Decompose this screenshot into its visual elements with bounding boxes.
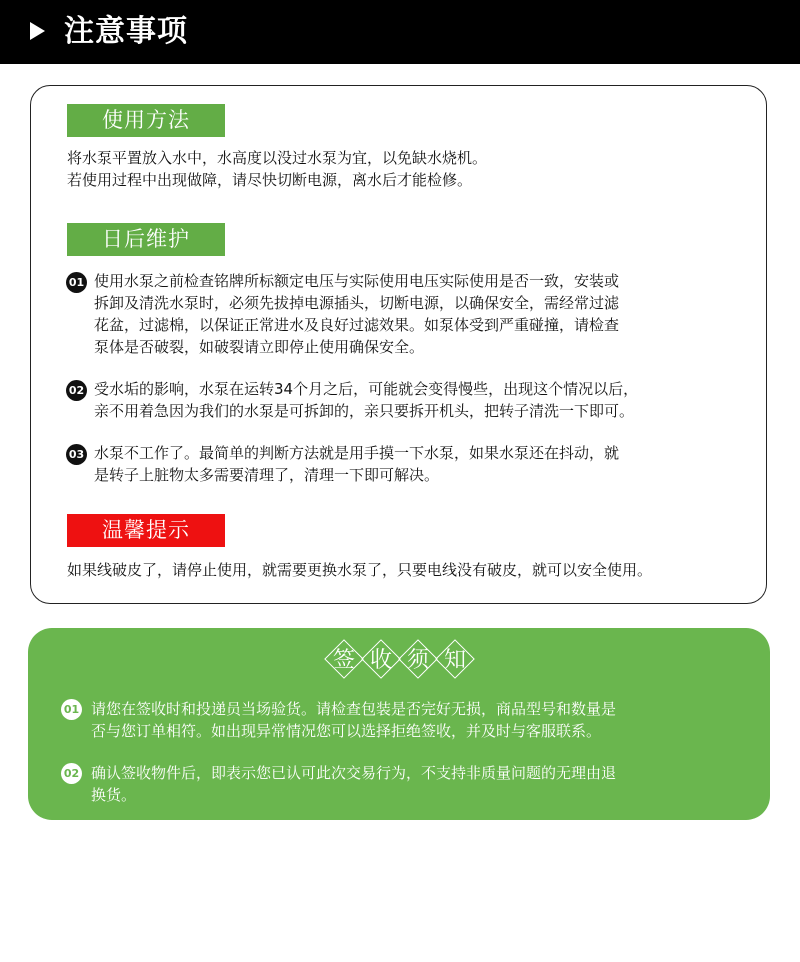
- number-badge: 01: [61, 699, 82, 720]
- receipt-title-char: 签: [332, 648, 355, 673]
- receipt-title: [321, 638, 481, 686]
- maintenance-item-text: [94, 442, 619, 486]
- text-line: 换货。: [91, 786, 137, 804]
- receipt-notice-panel: [28, 628, 770, 820]
- receipt-title-char: 知: [443, 648, 466, 673]
- text-line: 否与您订单相符。如出现异常情况您可以选择拒绝签收，并及时与客服联系。: [91, 722, 602, 740]
- usage-header: 使用方法: [67, 104, 225, 137]
- maintenance-item-text: [94, 378, 638, 422]
- tips-text: [67, 559, 767, 581]
- text-line: 花盆，过滤棉，以保证正常进水及良好过滤效果。如泵体受到严重碰撞，请检查: [94, 316, 620, 334]
- text-line: 使用水泵之前检查铭牌所标额定电压与实际使用电压实际使用是否一致，安装或: [94, 272, 620, 290]
- usage-line: 若使用过程中出现做障，请尽快切断电源，离水后才能检修。: [67, 171, 473, 189]
- number-badge: 02: [66, 380, 87, 401]
- maintenance-header: 日后维护: [67, 223, 225, 256]
- receipt-item-text: [91, 698, 616, 742]
- text-line: 泵体是否破裂，如破裂请立即停止使用确保安全。: [94, 338, 425, 356]
- page-title: 注意事项: [64, 14, 188, 49]
- number-badge: 02: [61, 763, 82, 784]
- text-line: 是转子上脏物太多需要清理了，清理一下即可解决。: [94, 466, 440, 484]
- usage-text: [67, 147, 767, 191]
- number-badge: 01: [66, 272, 87, 293]
- text-line: 水泵不工作了。最简单的判断方法就是用手摸一下水泵，如果水泵还在抖动，就: [94, 444, 620, 462]
- play-arrow-icon: [30, 22, 45, 40]
- text-line: 亲不用着急因为我们的水泵是可拆卸的，亲只要拆开机头，把转子清洗一下即可。: [94, 402, 635, 420]
- receipt-title-char: 收: [369, 648, 392, 673]
- text-line: 确认签收物件后，即表示您已认可此次交易行为，不支持非质量问题的无理由退: [91, 764, 617, 782]
- maintenance-item-text: [94, 270, 619, 358]
- tips-line: 如果线破皮了，请停止使用，就需要更换水泵了，只要电线没有破皮，就可以安全使用。: [67, 561, 653, 579]
- text-line: 请您在签收时和投递员当场验货。请检查包装是否完好无损，商品型号和数量是: [91, 700, 617, 718]
- top-title-bar: [0, 0, 800, 64]
- text-line: 拆卸及清洗水泵时，必须先拔掉电源插头，切断电源，以确保安全，需经常过滤: [94, 294, 620, 312]
- receipt-item-text: [91, 762, 616, 806]
- receipt-title-char: 须: [406, 648, 429, 673]
- tips-header: 温馨提示: [67, 514, 225, 547]
- text-line: 受水垢的影响，水泵在运转34个月之后，可能就会变得慢些，出现这个情况以后，: [94, 380, 639, 398]
- number-badge: 03: [66, 444, 87, 465]
- usage-line: 将水泵平置放入水中，水高度以没过水泵为宜，以免缺水烧机。: [67, 149, 488, 167]
